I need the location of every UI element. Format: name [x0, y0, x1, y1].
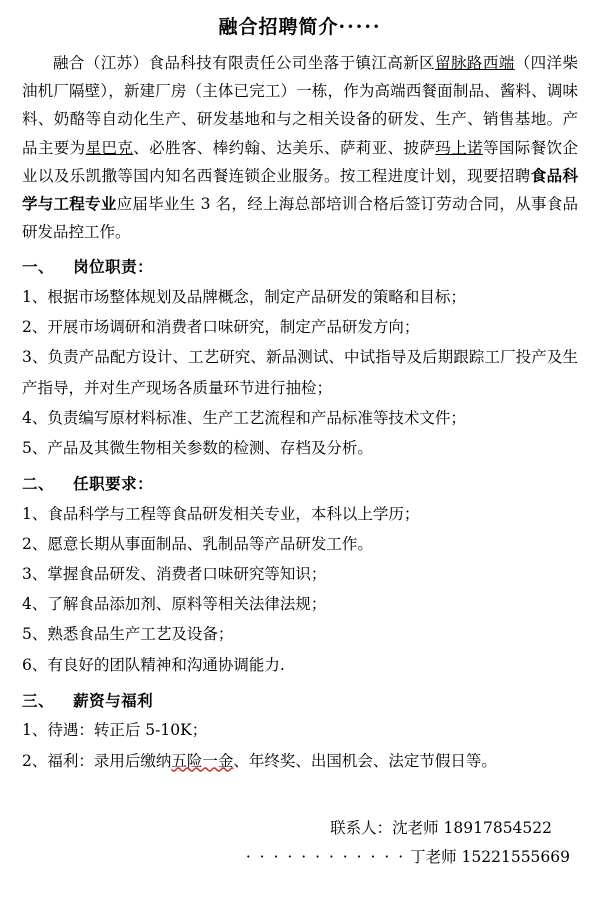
intro-seg-5: 玛上诺: [435, 138, 483, 157]
list-item: 4、负责编写原材料标准、生产工艺流程和产品标准等技术文件；: [22, 408, 466, 427]
intro-seg-7: 食品科学与工程专业: [22, 165, 578, 214]
section-title-1: 岗位职责：: [73, 257, 154, 277]
intro-paragraph: [22, 49, 578, 246]
intro-seg-6: 等国际餐饮企业以及乐凯撒等国内知名西餐连锁企业服务。按工程进度计划，现要招聘: [22, 138, 578, 185]
list-item: 3、掌握食品研发、消费者口味研究等知识；: [22, 565, 327, 584]
list-item: 3、负责产品配方设计、工艺研究、新品测试、中试指导及后期跟踪工厂投产及生产指导，并对生产现场各质量环节进行抽检；: [22, 348, 578, 397]
list-item: 1、根据市场整体规划及品牌概念，制定产品研发的策略和目标；: [22, 287, 466, 306]
list-item: 5、熟悉食品生产工艺及设备；: [22, 625, 234, 644]
page-title-dots: ·····: [338, 16, 382, 38]
section-heading-1: [22, 252, 578, 281]
intro-seg-2: （四洋柴油机厂隔壁），新建厂房（主体已完工）一栋，作为高端西餐面制品、酱料、调味料、奶酪等自动化生产、研发基地和与之相关设备的研发、生产、销售基地。产品主要为: [22, 54, 578, 157]
contact-lead-dots: · · · · · · · · · · · ·: [245, 848, 406, 867]
benefits-prefix: 2、福利：录用后缴纳: [22, 751, 172, 770]
contact-label-2: 丁老师 15221555669: [410, 848, 570, 867]
list-item: 1、食品科学与工程等食品研发相关专业，本科以上学历；: [22, 504, 420, 523]
section-number-3: 三、: [22, 690, 55, 710]
page-title-text: 融合招聘简介: [218, 16, 339, 38]
section-heading-3: [22, 686, 578, 715]
section-number-2: 二、: [22, 474, 55, 494]
contact-line-1: [22, 814, 578, 843]
section-title-2: 任职要求：: [73, 474, 154, 494]
list-item: 5、产品及其微生物相关参数的检测、存档及分析。: [22, 438, 373, 457]
intro-seg-8: 应届毕业生 3 名，经上海总部培训合格后签订劳动合同，从事食品研发品控工作。: [22, 195, 578, 242]
contact-line-2: [22, 843, 578, 872]
section-heading-2: [22, 469, 578, 498]
section-title-3: 薪资与福利: [73, 690, 154, 710]
intro-seg-0: 融合（江苏）食品科技有限责任公司坐落于镇江高新区: [53, 54, 436, 72]
intro-seg-3: 星巴克: [85, 138, 134, 157]
benefits-suffix: 、年终奖、出国机会、法定节假日等。: [233, 751, 497, 770]
list-item: 2、开展市场调研和消费者口味研究，制定产品研发方向；: [22, 318, 420, 337]
list-item: 6、有良好的团队精神和沟通协调能力.: [22, 655, 285, 674]
list-item: 4、了解食品添加剂、原料等相关法律法规；: [22, 595, 327, 614]
benefits-wavy-text: 五险一金: [171, 751, 234, 770]
contact-label-1: 联系人：沈老师 18917854522: [330, 818, 552, 837]
page-title: [22, 12, 578, 39]
intro-seg-1: 留脉路西端: [435, 54, 515, 72]
list-item: 1、待遇：转正后 5-10K；: [22, 721, 208, 740]
list-item: 2、愿意长期从事面制品、乳制品等产品研发工作。: [22, 534, 373, 553]
contact-block: [22, 814, 578, 873]
intro-seg-4: 、必胜客、棒约翰、达美乐、萨莉亚、披萨: [133, 138, 436, 157]
section-number-1: 一、: [22, 257, 55, 277]
list-item-benefits: [22, 746, 578, 776]
